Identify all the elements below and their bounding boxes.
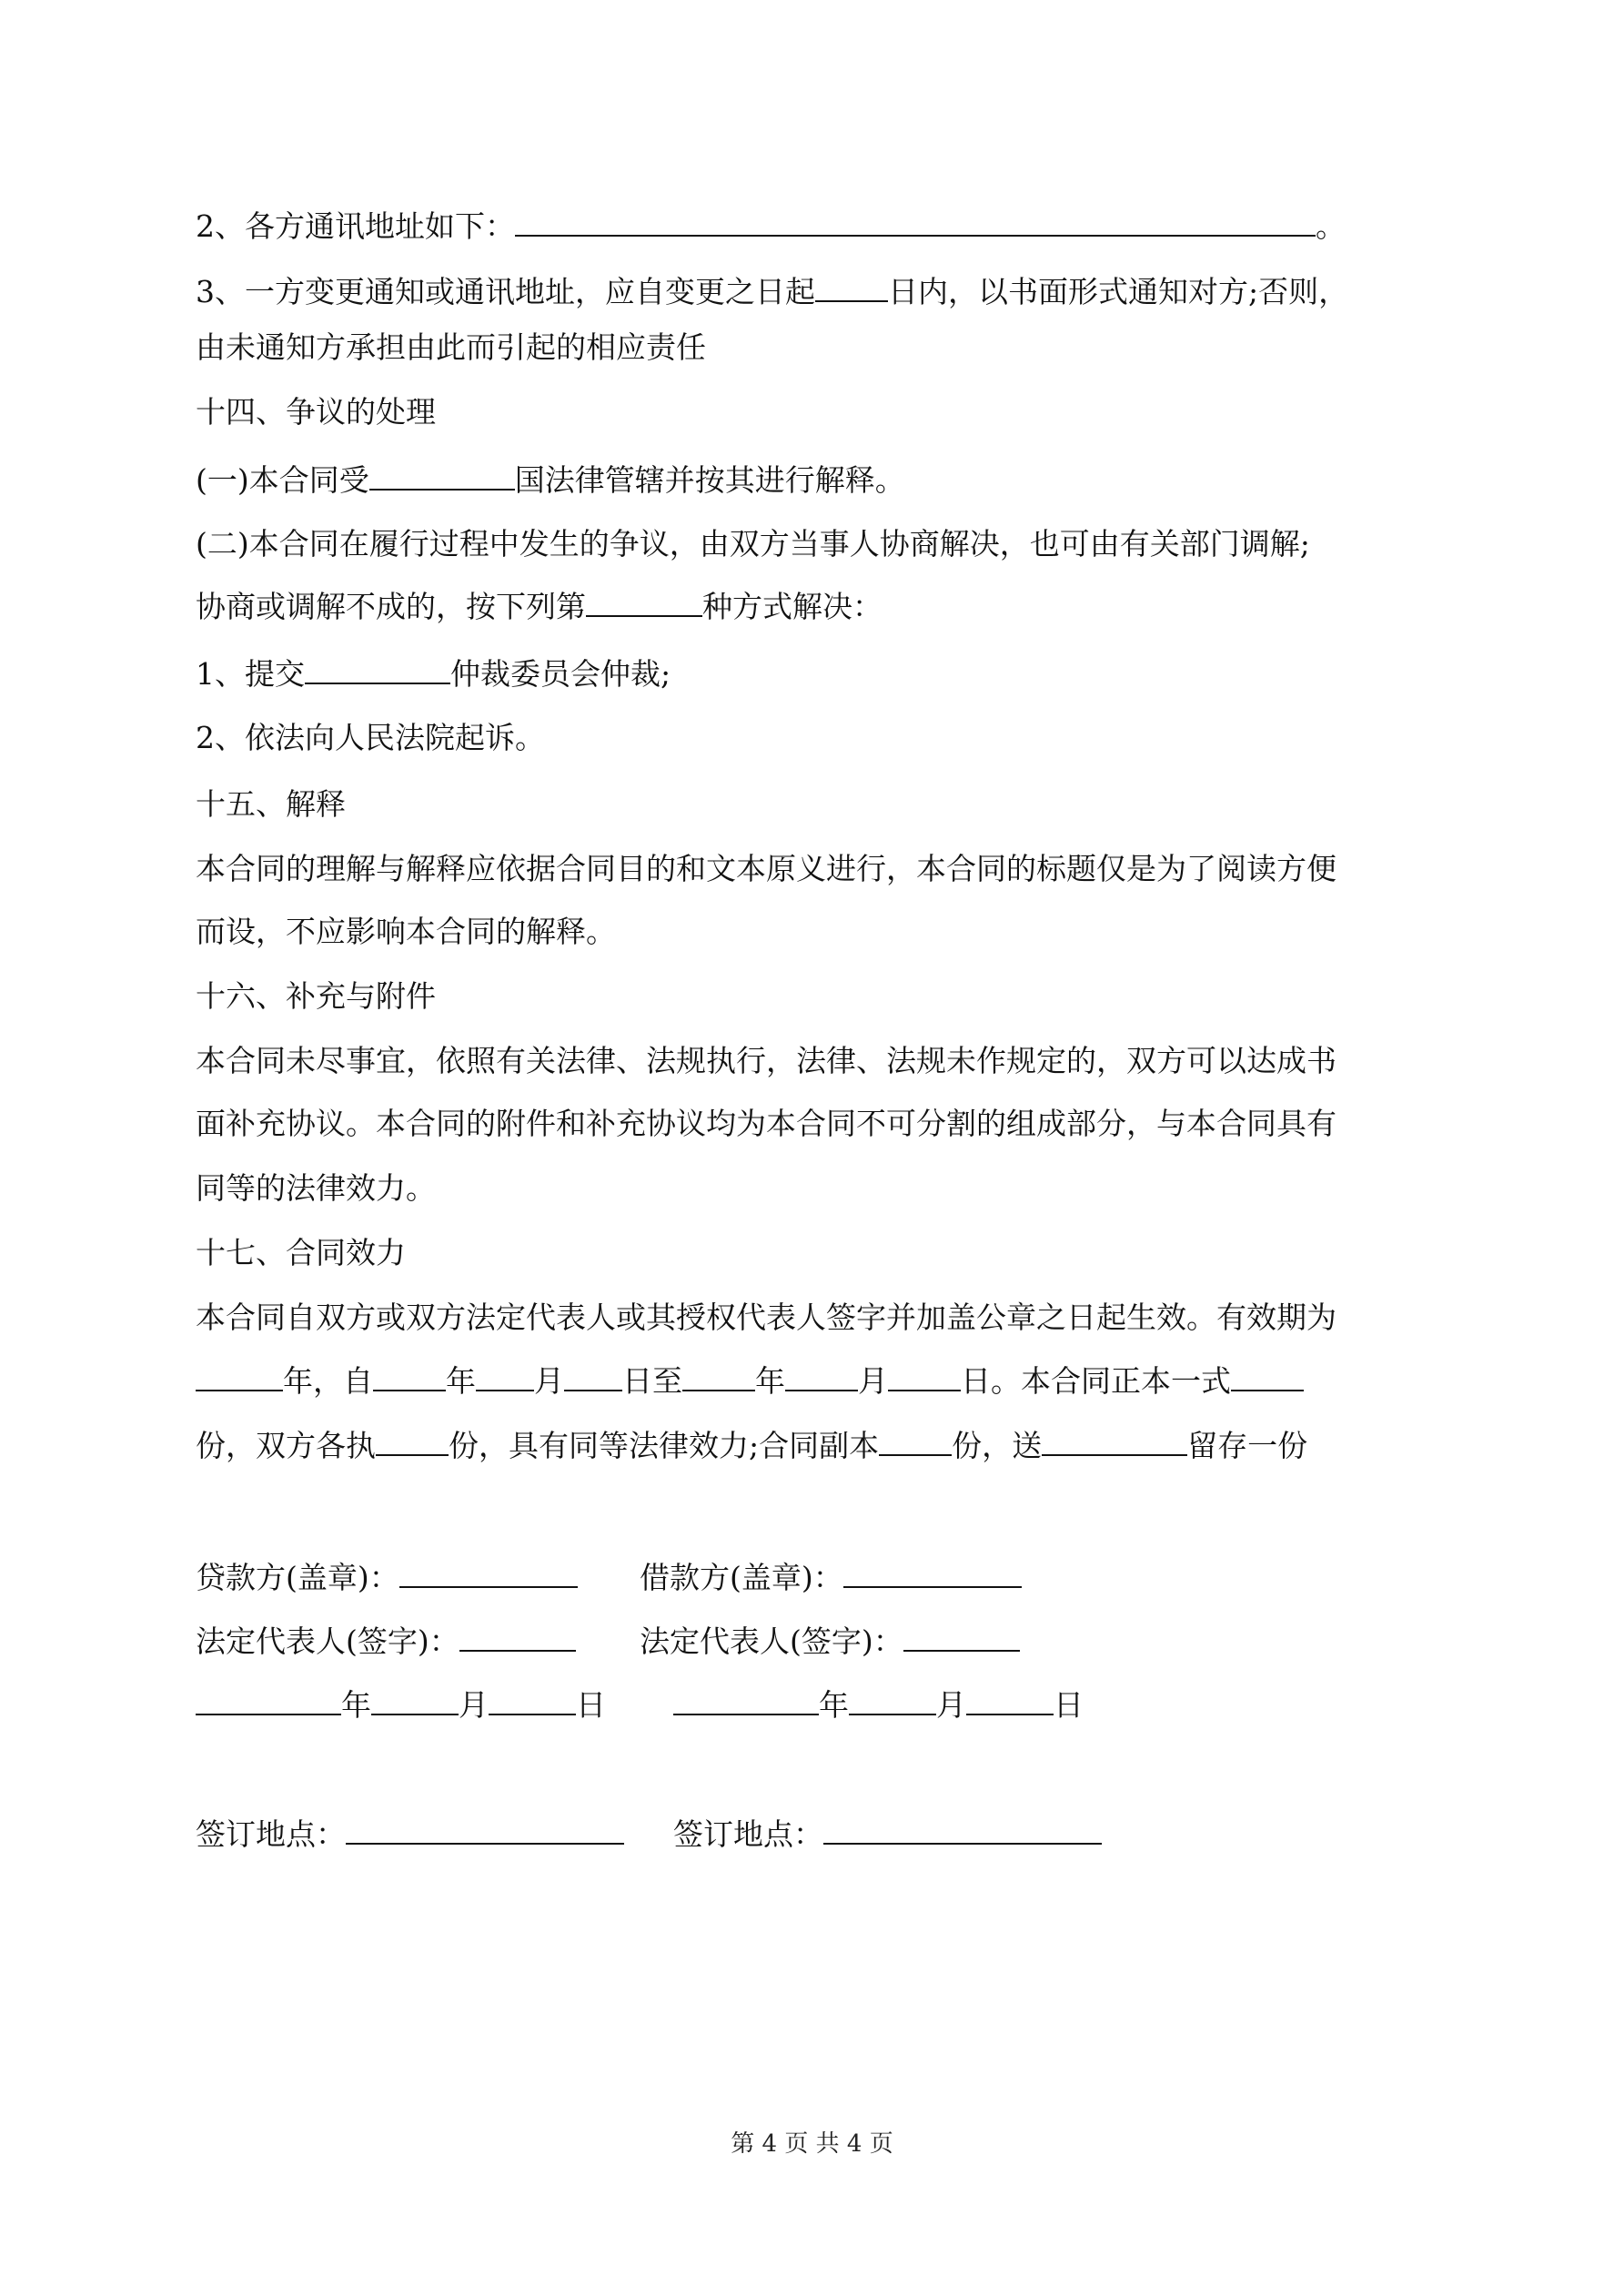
lender-rep-blank[interactable]: [459, 1623, 576, 1652]
clause14-p1: [196, 461, 905, 499]
borrower-place-label: 签订地点：: [673, 1816, 823, 1852]
lender-rep-label: 法定代表人(签字)：: [196, 1623, 459, 1659]
law-text: (一)本合同受: [196, 462, 369, 498]
borrower-place-row: [673, 1816, 1102, 1853]
from-label: ，自: [313, 1363, 373, 1399]
clause14-p2-line2: [196, 588, 883, 625]
clause13-item3-line1: [196, 273, 1348, 310]
law-text-cont: 国法律管辖并按其进行解释。: [514, 462, 905, 498]
lender-seal-blank[interactable]: [399, 1559, 578, 1588]
clause15-line1: 本合同的理解与解释应依据合同目的和文本原义进行，本合同的标题仅是为了阅读方便: [196, 851, 1337, 886]
lender-place-blank[interactable]: [346, 1816, 624, 1845]
each-holds-label: ，双方各执: [226, 1428, 376, 1463]
borrower-rep-label: 法定代表人(签字)：: [640, 1623, 903, 1659]
borrower-place-blank[interactable]: [823, 1816, 1102, 1845]
clause17-line3: [196, 1427, 1307, 1464]
clause15-heading: 十五、解释: [196, 786, 346, 822]
borrower-month-blank[interactable]: [849, 1686, 936, 1715]
address-label: 2、各方通讯地址如下：: [196, 208, 515, 244]
lender-label: 贷款方(盖章)：: [196, 1560, 399, 1595]
lender-date-row: [196, 1686, 606, 1724]
start-day-blank[interactable]: [564, 1362, 622, 1391]
year-label: 年: [755, 1363, 785, 1399]
arbitration-text-cont: 仲裁委员会仲裁;: [450, 656, 671, 692]
year-label: 年: [819, 1687, 849, 1723]
lender-month-blank[interactable]: [371, 1686, 459, 1715]
address-end: 。: [1316, 208, 1346, 244]
lender-place-row: [196, 1816, 624, 1853]
month-label: 月: [459, 1687, 489, 1723]
notice-text-cont: 日内，以书面形式通知对方;否则，: [888, 274, 1349, 309]
borrower-seal-row: [640, 1559, 1022, 1596]
notice-text: 3、一方变更通知或通讯地址，应自变更之日起: [196, 274, 815, 309]
clause16-line1: 本合同未尽事宜，依照有关法律、法规执行，法律、法规未作规定的，双方可以达成书: [196, 1043, 1337, 1078]
clause17-heading: 十七、合同效力: [196, 1235, 406, 1270]
send-to-blank[interactable]: [1042, 1427, 1187, 1456]
clause16-line3: 同等的法律效力。: [196, 1170, 436, 1206]
to-label: 日至: [622, 1363, 682, 1399]
country-blank[interactable]: [369, 461, 515, 491]
year-label: 年: [446, 1363, 476, 1399]
originals-label: 日。本合同正本一式: [961, 1363, 1231, 1399]
lender-seal-row: [196, 1559, 578, 1596]
method-text-cont: 种方式解决：: [702, 589, 883, 624]
duplicates-label: 份，具有同等法律效力;合同副本: [449, 1428, 880, 1463]
month-label: 月: [936, 1687, 966, 1723]
arbitration-commission-blank[interactable]: [305, 655, 450, 684]
arbitration-text: 1、提交: [196, 656, 305, 692]
lender-year-blank[interactable]: [196, 1686, 341, 1715]
method-number-blank[interactable]: [586, 588, 702, 617]
clause13-item3-line2: 由未通知方承担由此而引起的相应责任: [196, 329, 706, 365]
lender-day-blank[interactable]: [489, 1686, 576, 1715]
day-label: 日: [576, 1687, 606, 1723]
end-day-blank[interactable]: [888, 1362, 961, 1391]
clause17-line2: [196, 1362, 1304, 1400]
month-label: 月: [858, 1363, 888, 1399]
clause17-line1: 本合同自双方或双方法定代表人或其授权代表人签字并加盖公章之日起生效。有效期为: [196, 1300, 1337, 1335]
clause15-line2: 而设，不应影响本合同的解释。: [196, 914, 616, 949]
term-years-blank[interactable]: [196, 1362, 283, 1391]
send-label: 份，送: [952, 1428, 1043, 1463]
end-year-blank[interactable]: [682, 1362, 755, 1391]
borrower-year-blank[interactable]: [673, 1686, 819, 1715]
each-holds-blank[interactable]: [376, 1427, 449, 1456]
page-number: 第 4 页 共 4 页: [731, 2130, 893, 2158]
borrower-rep-row: [640, 1623, 1020, 1660]
notice-days-blank[interactable]: [815, 273, 888, 302]
year-label: 年: [283, 1363, 313, 1399]
method-text: 协商或调解不成的，按下列第: [196, 589, 586, 624]
duplicates-count-blank[interactable]: [879, 1427, 952, 1456]
originals-count-blank[interactable]: [1231, 1362, 1304, 1391]
borrower-rep-blank[interactable]: [903, 1623, 1020, 1652]
lender-rep-row: [196, 1623, 576, 1660]
start-year-blank[interactable]: [373, 1362, 446, 1391]
clause14-option2: 2、依法向人民法院起诉。: [196, 720, 545, 755]
clause14-option1: [196, 655, 671, 693]
clause16-line2: 面补充协议。本合同的附件和补充协议均为本合同不可分割的组成部分，与本合同具有: [196, 1106, 1337, 1141]
day-label: 日: [1054, 1687, 1084, 1723]
end-month-blank[interactable]: [785, 1362, 858, 1391]
borrower-label: 借款方(盖章)：: [640, 1560, 843, 1595]
borrower-seal-blank[interactable]: [843, 1559, 1022, 1588]
year-label: 年: [341, 1687, 371, 1723]
month-label: 月: [534, 1363, 564, 1399]
address-blank[interactable]: [515, 207, 1316, 237]
clause13-item2: [196, 207, 1346, 245]
start-month-blank[interactable]: [476, 1362, 534, 1391]
clause14-p2-line1: (二)本合同在履行过程中发生的争议，由双方当事人协商解决，也可由有关部门调解;: [196, 526, 1310, 561]
keep-label: 留存一份: [1187, 1428, 1308, 1463]
borrower-day-blank[interactable]: [966, 1686, 1054, 1715]
borrower-date-row: [673, 1686, 1084, 1724]
lender-place-label: 签订地点：: [196, 1816, 346, 1852]
clause14-heading: 十四、争议的处理: [196, 394, 436, 430]
clause16-heading: 十六、补充与附件: [196, 978, 436, 1014]
copies-label: 份: [196, 1428, 226, 1463]
